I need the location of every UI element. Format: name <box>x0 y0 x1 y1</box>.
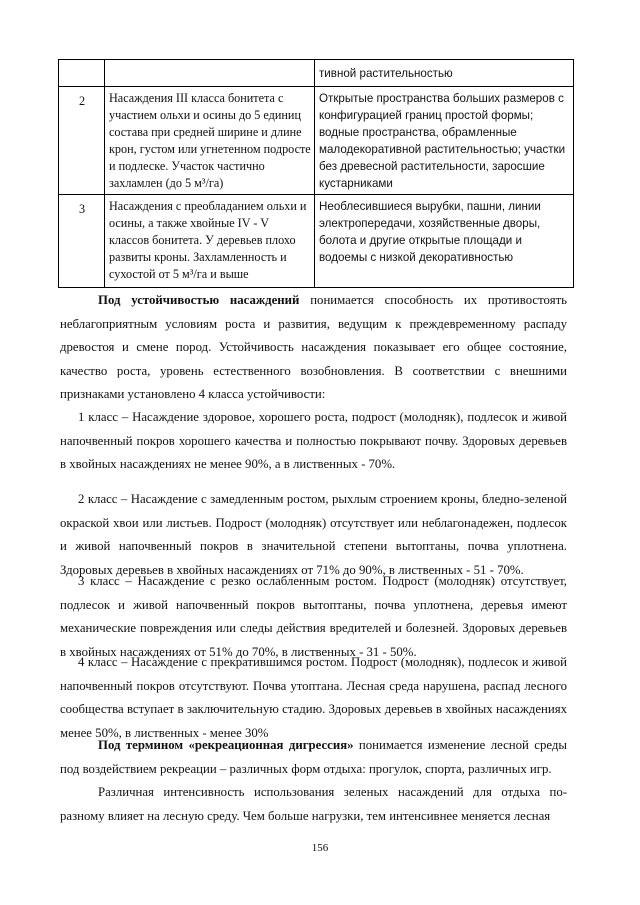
page-number: 156 <box>311 842 329 854</box>
paragraph-stability-definition <box>60 289 567 407</box>
table-row <box>59 87 574 195</box>
classification-table <box>58 59 574 288</box>
paragraph-text: 2 класс – Насаждение с замедленным ростом, рыхлым строением кроны, бледно-зеленой окраской хвои или листьев. Подрост (молодняк) отсутствует или неблагонадежен, подлесок и живой напочвенный покров в значительной степени вытоптаны, почва уплотнена. Здоровых деревьев в хвойных насаждениях от 71% до 90%, в лиственных - 51 - 70%. <box>60 492 567 577</box>
table-cell-stand: Насаждения III класса бонитета с участием ольхи и осины до 5 единиц состава при средней ширине и длине крон, густом или угнетенном подросте и подлеске. Участок частично захламлен (до 5 м³/га) <box>105 87 315 195</box>
table-cell-number <box>59 60 105 87</box>
table-row <box>59 60 574 87</box>
paragraph-class-2 <box>60 488 567 582</box>
paragraph-text: понимается изменение лесной среды под воздействием рекреации – различных форм отдыха: прогулок, спорта, различных игр. <box>60 738 567 776</box>
table-cell-stand <box>105 60 315 87</box>
paragraph-text: 3 класс – Насаждение с резко ослабленным ростом. Подрост (молодняк) отсутствует, подлесок и живой напочвенный покров вытоптаны, почва уплотнена, деревья имеют механические повреждения или следы действия вредителей и болезней. Здоровых деревьев в хвойных насаждениях от 51% до 70%, в лиственных - 31 - 50%. <box>60 574 567 659</box>
paragraph-intensity <box>60 781 567 828</box>
paragraph-text: 4 класс – Насаждение с прекратившимся ростом. Подрост (молодняк), подлесок и живой напочвенный покров отсутствуют. Почва утоптана. Лесная среда нарушена, распад лесного сообщества вступает в заключительную стадию. Здоровых деревьев в хвойных насаждениях менее 50%, в лиственных - менее 30% <box>60 655 567 740</box>
table-cell-number: 2 <box>59 87 105 195</box>
paragraph-text: Различная интенсивность использования зеленых насаждений для отдыха по-разному влияет на лесную среду. Чем больше нагрузки, тем интенсивнее меняется лесная <box>60 785 567 823</box>
term-recreational-digression: Под термином «рекреационная дигрессия» <box>98 738 354 752</box>
table-row <box>59 195 574 288</box>
table-cell-number: 3 <box>59 195 105 288</box>
paragraph-text: 1 класс – Насаждение здоровое, хорошего роста, подрост (молодняк), подлесок и живой напочвенный покров хорошего качества и полностью покрывают почву. Здоровых деревьев в хвойных насаждениях не менее 90%, а в лиственных - 70%. <box>60 410 567 472</box>
term-stability: Под устойчивостью насаждений <box>98 293 300 307</box>
table-cell-landscape: Необлесившиеся вырубки, пашни, линии электропередачи, хозяйственные дворы, болота и другие открытые площади и водоемы с низкой декоративностью <box>315 195 574 288</box>
paragraph-text: понимается способность их противостоять неблагоприятным условиям роста и развития, ведущим к преждевременному распаду древостоя и смене пород. Устойчивость насаждения показывает его общее состояние, качество роста, уровень естественного возобновления. В соответствии с внешними признаками установлено 4 класса устойчивости: <box>60 293 568 402</box>
paragraph-class-1 <box>60 406 567 477</box>
table-cell-landscape: Открытые пространства больших размеров с конфигурацией границ простой формы; водные пространства, обрамленные малодекоративной растительностью; участки без древесной растительности, заросшие кустарниками <box>315 87 574 195</box>
paragraph-recreational-digression <box>60 734 567 781</box>
paragraph-class-4 <box>60 651 567 745</box>
table-cell-landscape: тивной растительностью <box>315 60 574 87</box>
table-cell-stand: Насаждения с преобладанием ольхи и осины, а также хвойные IV - V классов бонитета. У деревьев плохо развиты кроны. Захламленность и сухостой от 5 м³/га и выше <box>105 195 315 288</box>
